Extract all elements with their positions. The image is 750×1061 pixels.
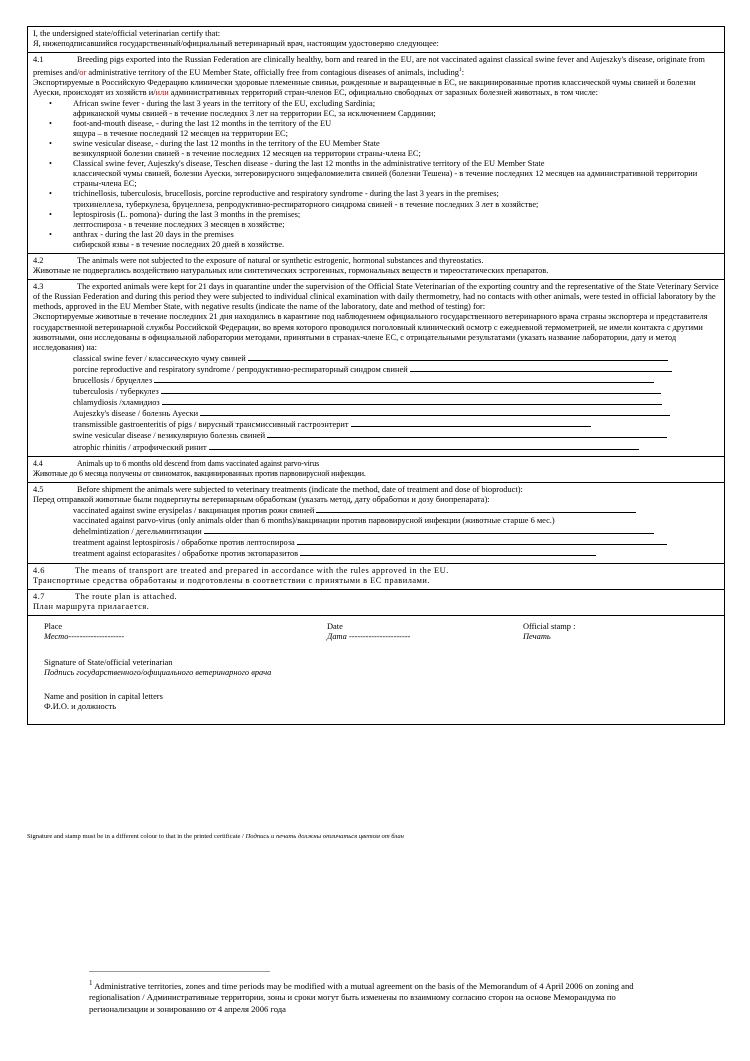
s43-number: 4.3: [33, 282, 44, 292]
footnote-text: Administrative territories, zones and time periods may be modified with a mutual agreement on the basis of the Memorandum of 4 April 2006 on zoning and regionalisation / Административные территории, зоны и сроки могут быть изменены по взаимному согласию сторон на основе Меморандума по регионализации и зонированию от 4 апреля 2006 года: [89, 981, 634, 1014]
intro-ru: Я, нижеподписавшийся государственный/официальный ветеринарный врач, настоящим удостоверяю следующее:: [33, 39, 439, 49]
list-item: [73, 139, 719, 159]
list-item: [73, 430, 719, 441]
name-position-field[interactable]: [44, 692, 708, 712]
fill-line[interactable]: [209, 442, 639, 450]
item-ru: африканской чумы свиней - в течение последних 3 лет на территории ЕС, за исключением Сардинии;: [73, 108, 436, 118]
s47-en: [33, 592, 719, 602]
list-item: [73, 408, 719, 419]
s41-paragraph: [33, 55, 719, 78]
treatment-label: treatment against ectoparasites / обработке против эктопаразитов: [73, 549, 299, 559]
s46-number: 4.6: [33, 565, 45, 575]
s44-en: [33, 459, 719, 469]
test-label: Aujeszky's disease / болезнь Ауески: [73, 409, 199, 419]
list-item: [73, 99, 719, 119]
s44-number: 4.4: [33, 458, 43, 468]
s45-en: [33, 485, 719, 495]
place-label: Place: [44, 621, 63, 631]
s41-ru-paragraph: [33, 78, 719, 98]
place-field[interactable]: [44, 622, 327, 642]
s41-number: 4.1: [33, 55, 44, 65]
s41-en-b: administrative territory of the EU Member State, officially free from contagious diseases of animals, including: [86, 68, 459, 78]
place-label-ru: Место--------------------: [44, 631, 125, 641]
fill-line[interactable]: [300, 548, 596, 556]
list-item: [73, 119, 719, 139]
list-item: [73, 419, 719, 430]
date-label-ru: Дата ----------------------: [327, 631, 411, 641]
footnote-ref: 1: [458, 67, 462, 74]
test-label: atrophic rhinitis / атрофический ринит: [73, 442, 207, 452]
s47-ru: План маршрута прилагается.: [33, 601, 150, 611]
footnote: [89, 978, 669, 1015]
s44-en-text: Animals up to 6 months old descend from dams vaccinated against parvo-virus: [77, 458, 320, 468]
test-label: porcine reproductive and respiratory syndrome / репродуктивно-респираторный синдром свиней: [73, 364, 408, 374]
footnote-divider: [89, 971, 270, 972]
item-ru: лептоспироза - в течение последних 3 месяцев в хозяйстве;: [73, 219, 285, 229]
stamp-field[interactable]: [523, 622, 575, 642]
signature-label: Signature of State/official veterinarian: [44, 657, 173, 667]
s43-en: [33, 282, 719, 312]
fill-line[interactable]: [161, 386, 661, 394]
treatment-label: vaccinated against parvo-virus (only animals older than 6 months)/вакцинации против парвовирусной инфекции (животные старше 6 мес.): [73, 516, 555, 526]
s43-ru: Экспортируемые животные в течение последних 21 дня находились в карантине под наблюдением официального государственного ветеринарного врача страны экспортера и представителя государственной ветеринарной службы Российской Федерации, во время которого проводился поголовный клинический осмотр с ежедневной термометрией, не имели контакта с другими животными, они исследованы в официальной лаборатории методами, принятыми в странах-члене ЕС, с отрицательными результатами (указать название лаборатории, дату и метод исследования) на:: [33, 312, 708, 352]
s42-ru: Животные не подвергались воздействию натуральных или синтетических эстрогенных, гормональных веществ и тиреостатических препаратов.: [33, 266, 549, 276]
certificate-box: [27, 26, 725, 725]
list-item: [73, 548, 719, 559]
test-label: classical swine fever / классическую чуму свиней: [73, 353, 246, 363]
list-item: [73, 230, 719, 250]
test-label: swine vesicular disease / везикулярную болезнь свиней: [73, 431, 266, 441]
test-label: chlamydiosis /хламидиоз: [73, 398, 160, 408]
section-4-4: [28, 457, 724, 483]
fill-line[interactable]: [351, 419, 591, 427]
s46-en: [33, 566, 719, 576]
s46-en-text: The means of transport are treated and prepared in accordance with the rules approved in the EU.: [75, 565, 449, 575]
intro-en: I, the undersigned state/official veterinarian certify that:: [33, 29, 221, 38]
item-ru: ящура – в течение последний 12 месяцев на территории ЕС;: [73, 128, 288, 138]
fill-line[interactable]: [410, 364, 672, 372]
item-en: anthrax - during the last 20 days in the premises: [73, 229, 234, 239]
signature-label-ru: Подпись государственного/официального ветеринарного врача: [44, 667, 272, 677]
list-item: [73, 397, 719, 408]
s41-disease-list: [33, 99, 719, 250]
section-4-2: [28, 254, 724, 280]
item-en: African swine fever - during the last 3 years in the territory of the EU, excluding Sardinia;: [73, 98, 376, 108]
s46-ru: Транспортные средства обработаны и подготовлены в соответствии с принятыми в ЕС правилами.: [33, 575, 431, 585]
section-4-7: [28, 590, 724, 616]
list-item: [73, 442, 719, 453]
s43-en-text: The exported animals were kept for 21 days in quarantine under the supervision of the Official State Veterinarian of the exporting country and the representative of the State Veterinary Service of the Russian Federation and during this period they were subjected to individual clinical examination with daily thermometry, had no contacts with other animals, were tested in official laboratory by the methods, approved in the EU Member State, with negative results (indicate the name of the laboratory, date and method of testing) for:: [33, 282, 719, 312]
intro-section: [28, 27, 724, 53]
colour-note: [27, 833, 404, 840]
item-ru: сибирской язвы - в течение последних 20 дней в хозяйстве.: [73, 239, 285, 249]
fill-line[interactable]: [248, 353, 668, 361]
list-item: [73, 386, 719, 397]
date-label: Date: [327, 621, 343, 631]
fill-line[interactable]: [204, 526, 654, 534]
item-en: Classical swine fever, Aujeszky's disease, Teschen disease - during the last 12 months in the administrative territory of the EU Member State: [73, 159, 545, 169]
treatment-label: dehelmintization / дегельминтизации: [73, 527, 202, 537]
fill-line[interactable]: [297, 537, 667, 545]
s42-number: 4.2: [33, 255, 44, 265]
signature-field[interactable]: [44, 658, 708, 678]
item-en: swine vesicular disease, - during the last 12 months in the territory of the EU Member State: [73, 138, 380, 148]
s45-ru: Перед отправкой животные были подвергнуты ветеринарным обработкам (указать метод, дату обработки и дозу биопрепарата):: [33, 494, 490, 504]
list-item: [73, 375, 719, 386]
list-item: [73, 353, 719, 364]
section-4-1: [28, 53, 724, 254]
s45-number: 4.5: [33, 484, 44, 494]
s45-treatment-list: [33, 505, 719, 559]
s41-ru-a: Экспортируемые в Российскую Федерацию клинически здоровые племенные свиньи, рожденные и выращенные в ЕС, не вакцинированные против классической чумы свиней и болезни Ауески, происходят из хозяйств и/: [33, 78, 696, 98]
s41-en-c: :: [461, 68, 465, 78]
name-position-label: Name and position in capital letters: [44, 691, 163, 701]
list-item: [73, 526, 719, 537]
s44-ru: Животные до 6 месяца получены от свиноматок, вакцинированных против парвовирусной инфекции.: [33, 468, 366, 478]
fill-line[interactable]: [200, 408, 670, 416]
item-ru: классической чумы свиней, болезни Ауески, энтеровирусного энцефаломиелита свиней (болезни Тешена) - в течение последних 12 месяцев на административной территории страны-члена ЕС;: [73, 169, 698, 189]
s47-en-text: The route plan is attached.: [75, 591, 178, 601]
fill-line[interactable]: [316, 505, 636, 513]
signature-block: [28, 616, 724, 724]
list-item: [73, 189, 719, 209]
test-label: transmissible gastroenteritis of pigs / вирусный трансмиссивный гастроэнтерит: [73, 420, 349, 430]
treatment-label: vaccinated against swine erysipelas / вакцинация против рожи свиней: [73, 506, 315, 516]
s43-test-list: [33, 353, 719, 453]
footnote-number: 1: [89, 979, 93, 987]
test-label: tuberculosis / туберкулез: [73, 387, 159, 397]
list-item: [73, 516, 719, 526]
s41-ru-or: или: [155, 88, 169, 98]
list-item: [73, 505, 719, 516]
item-ru: везикулярной болезни свиней - в течение последних 12 месяцев на территории страны-члена ЕС;: [73, 149, 421, 159]
s42-en: [33, 256, 719, 266]
s47-number: 4.7: [33, 591, 45, 601]
s45-en-text: Before shipment the animals were subjected to veterinary treatments (indicate the method, date of treatment and dose of bioproduct):: [77, 484, 523, 494]
list-item: [73, 210, 719, 230]
list-item: [73, 364, 719, 375]
stamp-label: Official stamp :: [523, 621, 576, 631]
s41-ru-b: административных территорий стран-членов ЕС, официально свободных от заразных болезней животных, в том числе:: [168, 88, 598, 98]
stamp-label-ru: Печать: [523, 631, 551, 641]
s42-en-text: The animals were not subjected to the exposure of natural or synthetic estrogenic, hormonal substances and thyreostatics.: [77, 255, 484, 265]
item-en: leptospirosis (L. pomona)- during the last 3 months in the premises;: [73, 209, 301, 219]
colour-note-ru: Подпись и печать должны отличаться цветом от блан: [245, 833, 404, 840]
list-item: [73, 537, 719, 548]
item-en: foot-and-mouth disease, - during the last 12 months in the territory of the EU: [73, 118, 332, 128]
item-ru: трихинеллеза, туберкулеза, бруцеллеза, репродуктивно-респираторного синдрома свиней - в течение последних 3 лет в хозяйстве;: [73, 199, 539, 209]
list-item: [73, 159, 719, 189]
s41-en-a: Breeding pigs exported into the Russian Federation are clinically healthy, born and reared in the EU, are not vaccinated against classical swine fever and Aujeszky's disease, originate from premises and/: [33, 55, 705, 78]
s41-en-or: or: [79, 68, 87, 78]
section-4-6: [28, 564, 724, 590]
item-en: trichinellosis, tuberculosis, brucellosis, porcine reproductive and respiratory syndrome - during the last 3 years in the premises;: [73, 189, 499, 199]
fill-line[interactable]: [154, 375, 654, 383]
fill-line[interactable]: [162, 397, 662, 405]
section-4-5: [28, 483, 724, 564]
section-4-3: [28, 280, 724, 457]
treatment-label: treatment against leptospirosis / обработке против лептоспироза: [73, 538, 295, 548]
place-date-stamp-row: [44, 622, 708, 642]
test-label: brucellosis / бруцеллез: [73, 376, 153, 385]
name-position-label-ru: Ф.И.О. и должность: [44, 701, 117, 711]
fill-line[interactable]: [267, 430, 667, 438]
date-field[interactable]: [327, 622, 523, 642]
colour-note-en: Signature and stamp must be in a different colour to that in the printed certificate /: [27, 833, 246, 840]
